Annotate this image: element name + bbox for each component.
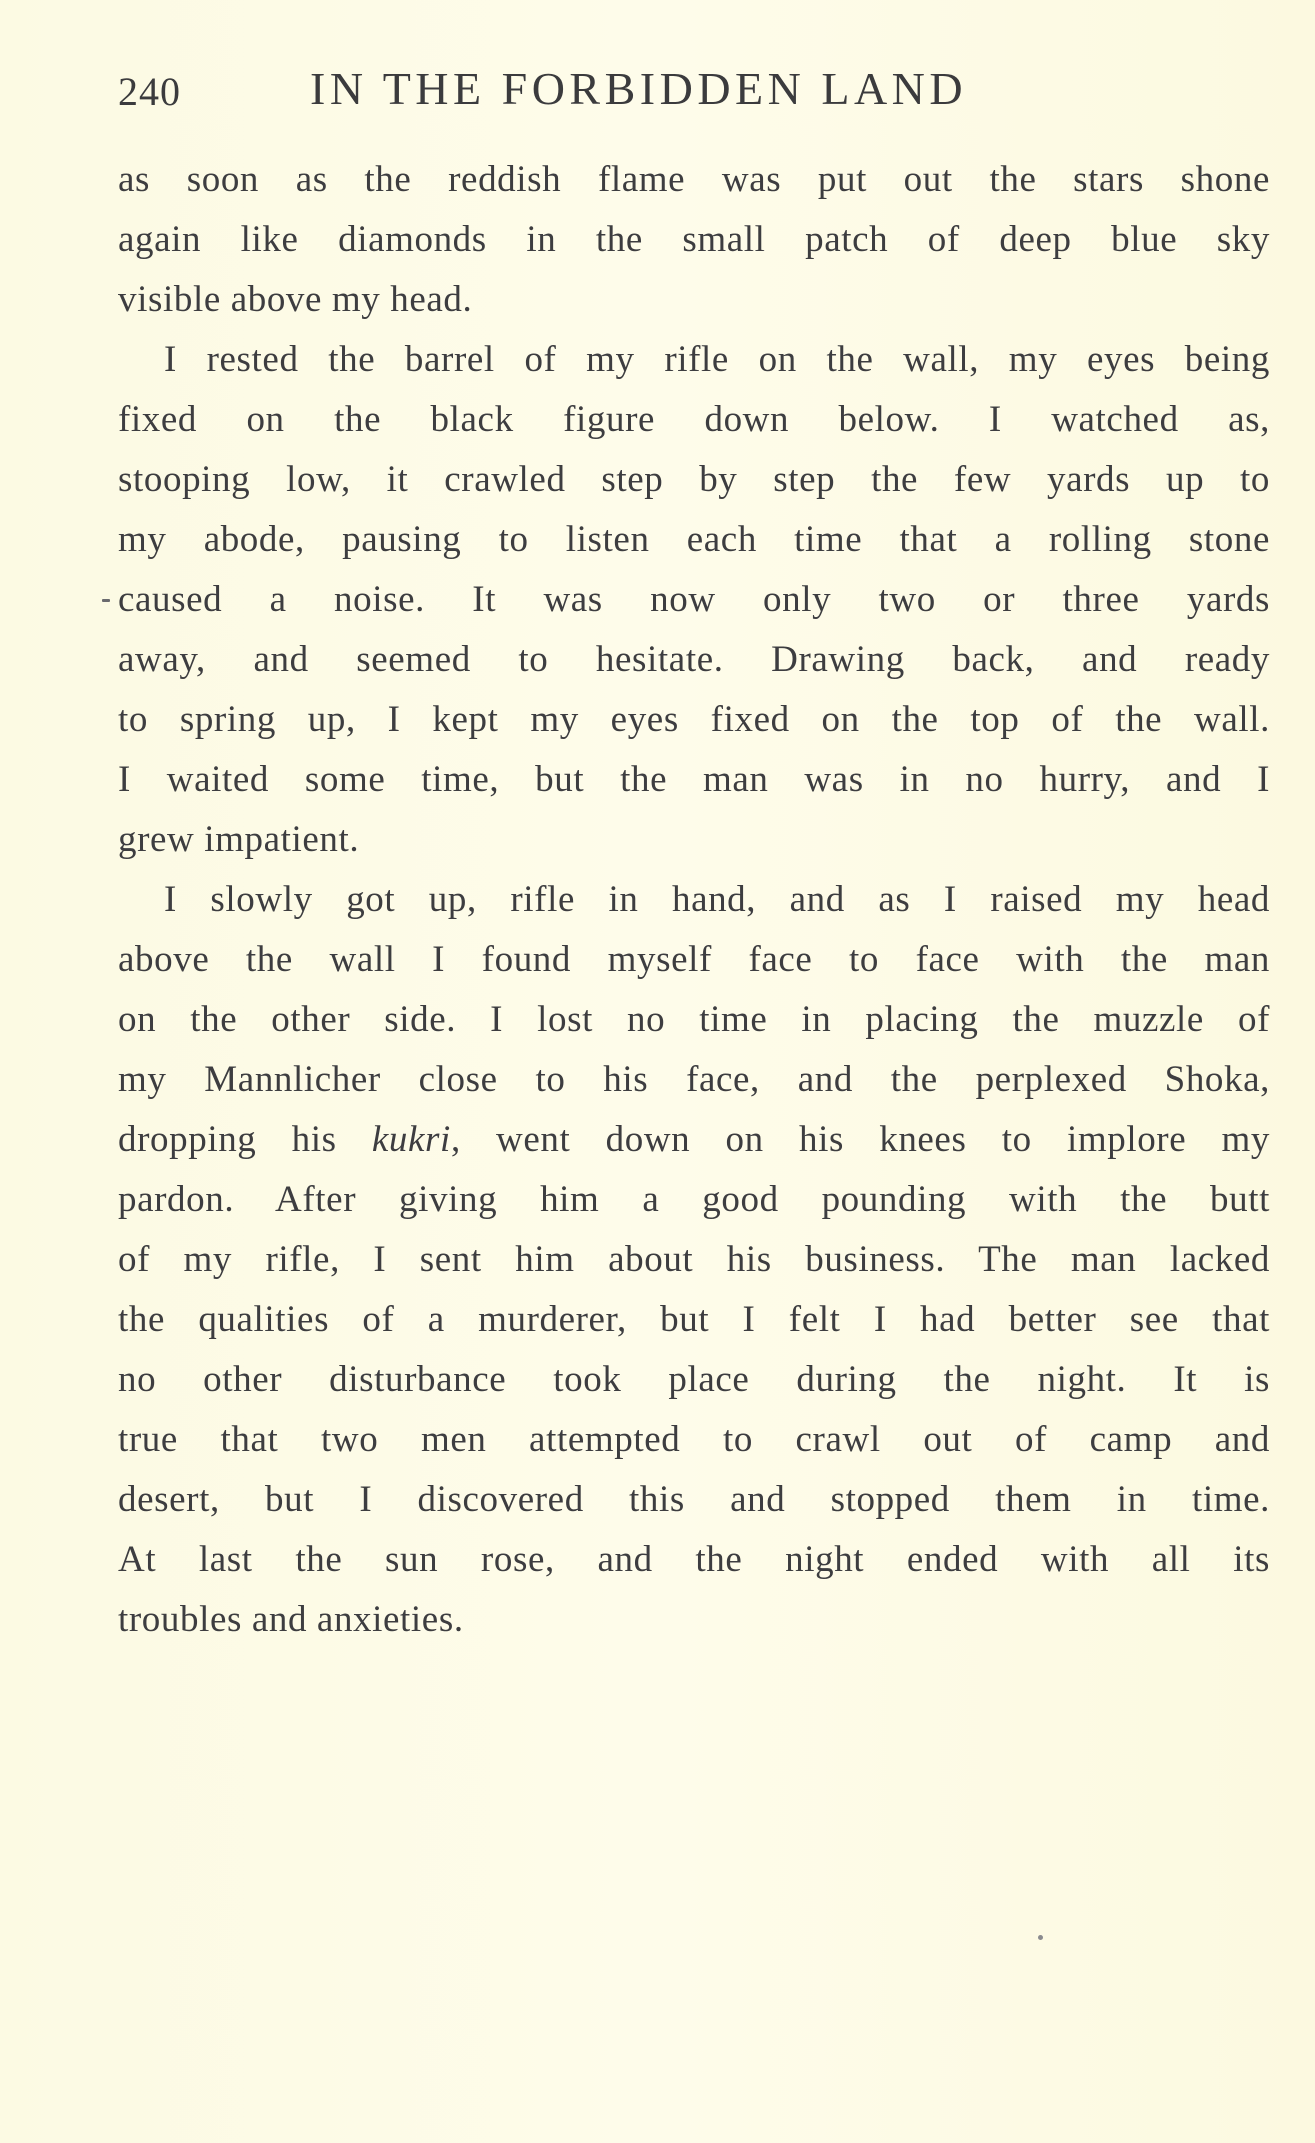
text-line: above the wall I found myself face to face with the man — [118, 939, 1270, 980]
text-line: of my rifle, I sent him about his business. The man lacked — [118, 1239, 1270, 1280]
text-line: troubles and anxieties. — [118, 1599, 464, 1640]
text-line: again like diamonds in the small patch of deep blue sky — [118, 219, 1270, 260]
text-line: stooping low, it crawled step by step the few yards up to — [118, 459, 1270, 500]
text-line: no other disturbance took place during the night. It is — [118, 1359, 1270, 1400]
text-line: visible above my head. — [118, 279, 473, 320]
page-number: 240 — [118, 69, 181, 114]
page-header — [118, 62, 1198, 122]
body-text — [118, 150, 1270, 1650]
italic-word: kukri — [371, 1119, 451, 1160]
text-line: my abode, pausing to listen each time that a rolling stone — [118, 519, 1270, 560]
stray-dot-mark — [1038, 1935, 1043, 1940]
text-line: on the other side. I lost no time in placing the muzzle of — [118, 999, 1270, 1040]
text-line-with-italic: dropping his kukri, went down on his knees to implore my — [118, 1119, 1270, 1160]
text-line: At last the sun rose, and the night ended with all its — [118, 1539, 1270, 1580]
text-line: caused a noise. It was now only two or three yards — [118, 579, 1270, 620]
text-line: I slowly got up, rifle in hand, and as I raised my head — [164, 879, 1270, 920]
text-line: to spring up, I kept my eyes fixed on the top of the wall. — [118, 699, 1270, 740]
stray-print-mark — [102, 599, 110, 602]
text-line: true that two men attempted to crawl out of camp and — [118, 1419, 1270, 1460]
text-line: the qualities of a murderer, but I felt I had better see that — [118, 1299, 1270, 1340]
text-line: away, and seemed to hesitate. Drawing back, and ready — [118, 639, 1270, 680]
text-line: I waited some time, but the man was in no hurry, and I — [118, 759, 1270, 800]
text-line: fixed on the black figure down below. I watched as, — [118, 399, 1270, 440]
text-line: pardon. After giving him a good pounding with the butt — [118, 1179, 1270, 1220]
running-head: IN THE FORBIDDEN LAND — [310, 63, 968, 114]
text-line: my Mannlicher close to his face, and the perplexed Shoka, — [118, 1059, 1270, 1100]
text-line: grew impatient. — [118, 819, 360, 860]
text-line: desert, but I discovered this and stopped them in time. — [118, 1479, 1270, 1520]
text-line: as soon as the reddish flame was put out the stars shone — [118, 159, 1270, 200]
text-line: I rested the barrel of my rifle on the wall, my eyes being — [164, 339, 1270, 380]
